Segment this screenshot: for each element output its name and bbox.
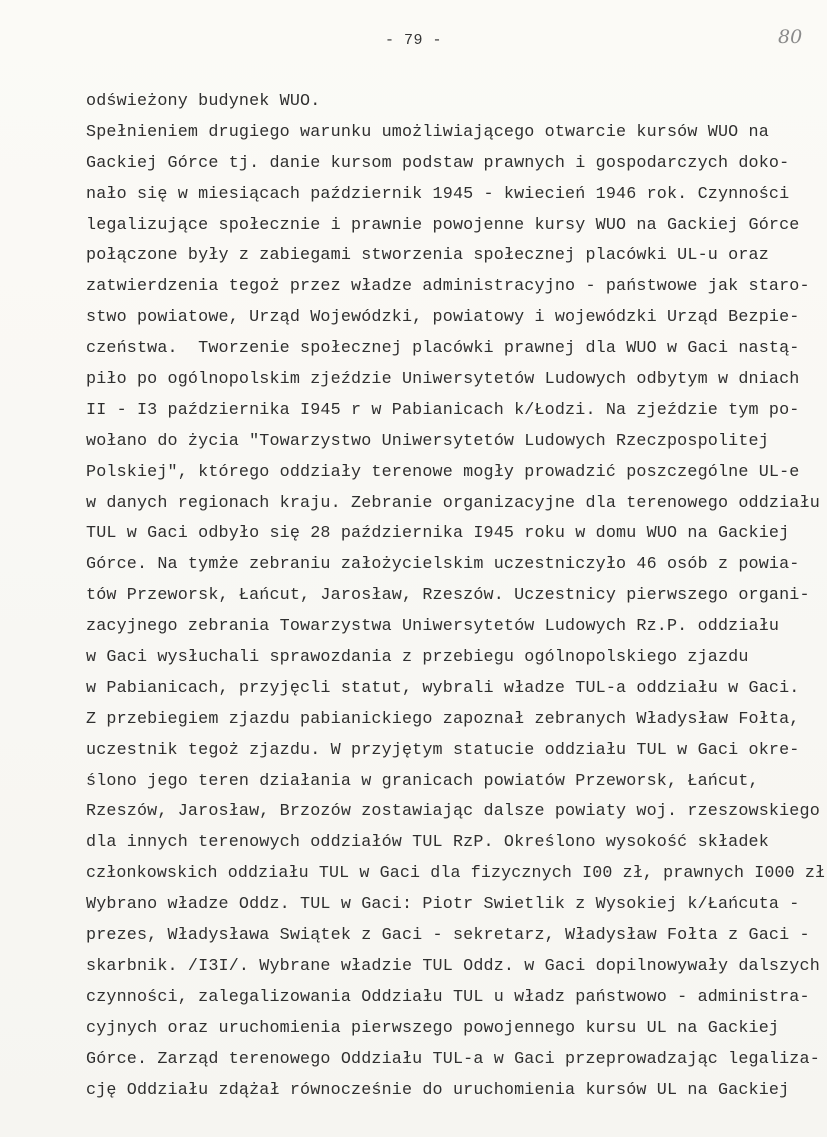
handwritten-page-number: 80 — [778, 26, 803, 48]
text-line: połączone były z zabiegami stworzenia społecznej placówki UL-u oraz — [86, 246, 769, 266]
text-line: wołano do życia "Towarzystwo Uniwersytetów Ludowych Rzeczpospolitej — [86, 431, 769, 451]
text-line: czeństwa. Tworzenie społecznej placówki prawnej dla WUO w Gaci nastą- — [86, 339, 800, 359]
text-line: Gackiej Górce tj. danie kursom podstaw prawnych i gospodarczych doko- — [86, 153, 790, 173]
text-line: dla innych terenowych oddziałów TUL RzP. Określono wysokość składek — [86, 833, 769, 853]
text-line: Spełnieniem drugiego warunku umożliwiającego otwarcie kursów WUO na — [86, 122, 769, 142]
text-line: cję Oddziału zdążał równocześnie do uruchomienia kursów UL na Gackiej — [86, 1080, 790, 1100]
text-line: Górce. Zarząd terenowego Oddziału TUL-a w Gaci przeprowadzając legaliza- — [86, 1049, 820, 1069]
text-line: skarbnik. /I3I/. Wybrane władzie TUL Oddz. w Gaci dopilnowywały dalszych — [86, 956, 820, 976]
text-line: uczestnik tegoż zjazdu. W przyjętym statucie oddziału TUL w Gaci okre- — [86, 740, 800, 760]
text-line: nało się w miesiącach październik 1945 - kwiecień 1946 rok. Czynności — [86, 184, 790, 204]
text-line: Z przebiegiem zjazdu pabianickiego zapoznał zebranych Władysław Fołta, — [86, 709, 800, 729]
page-number: - 79 - — [384, 32, 442, 49]
text-line: w Pabianicach, przyjęcli statut, wybrali władze TUL-a oddziału w Gaci. — [86, 678, 800, 698]
text-line: Polskiej", którego oddziały terenowe mogły prowadzić poszczególne UL-e — [86, 462, 800, 482]
text-line: zacyjnego zebrania Towarzystwa Uniwersytetów Ludowych Rz.P. oddziału — [86, 617, 780, 637]
text-line: Wybrano władze Oddz. TUL w Gaci: Piotr Swietlik z Wysokiej k/Łańcuta - — [86, 895, 800, 915]
text-line: piło po ogólnopolskim zjeździe Uniwersytetów Ludowych odbytym w dniach — [86, 370, 800, 390]
text-line: tów Przeworsk, Łańcut, Jarosław, Rzeszów. Uczestnicy pierwszego organi- — [86, 586, 810, 606]
text-line: członkowskich oddziału TUL w Gaci dla fizycznych I00 zł, prawnych I000 zł — [86, 864, 826, 884]
text-line: w danych regionach kraju. Zebranie organizacyjne dla terenowego oddziału — [86, 493, 820, 513]
text-line: legalizujące społecznie i prawnie powojenne kursy WUO na Gackiej Górce — [86, 215, 800, 235]
text-line: TUL w Gaci odbyło się 28 października I945 roku w domu WUO na Gackiej — [86, 524, 790, 544]
text-line: odświeżony budynek WUO. — [86, 92, 321, 111]
typed-text-body — [0, 93, 827, 1112]
text-line: zatwierdzenia tegoż przez władze administracyjno - państwowe jak staro- — [86, 277, 810, 297]
text-line: II - I3 października I945 r w Pabianicach k/Łodzi. Na zjeździe tym po- — [86, 400, 800, 420]
text-line: w Gaci wysłuchali sprawozdania z przebiegu ogólnopolskiego zjazdu — [86, 648, 749, 668]
text-line: ślono jego teren działania w granicach powiatów Przeworsk, Łańcut, — [86, 771, 759, 791]
text-line: stwo powiatowe, Urząd Wojewódzki, powiatowy i wojewódzki Urząd Bezpie- — [86, 308, 800, 328]
text-line: czynności, zalegalizowania Oddziału TUL u władz państwowo - administra- — [86, 987, 810, 1007]
text-line: prezes, Władysława Swiątek z Gaci - sekretarz, Władysław Fołta z Gaci - — [86, 926, 810, 946]
text-line: Górce. Na tymże zebraniu założycielskim uczestniczyło 46 osób z powia- — [86, 555, 800, 575]
text-line: cyjnych oraz uruchomienia pierwszego powojennego kursu UL na Gackiej — [86, 1018, 780, 1038]
text-line: Rzeszów, Jarosław, Brzozów zostawiając dalsze powiaty woj. rzeszowskiego — [86, 802, 820, 822]
